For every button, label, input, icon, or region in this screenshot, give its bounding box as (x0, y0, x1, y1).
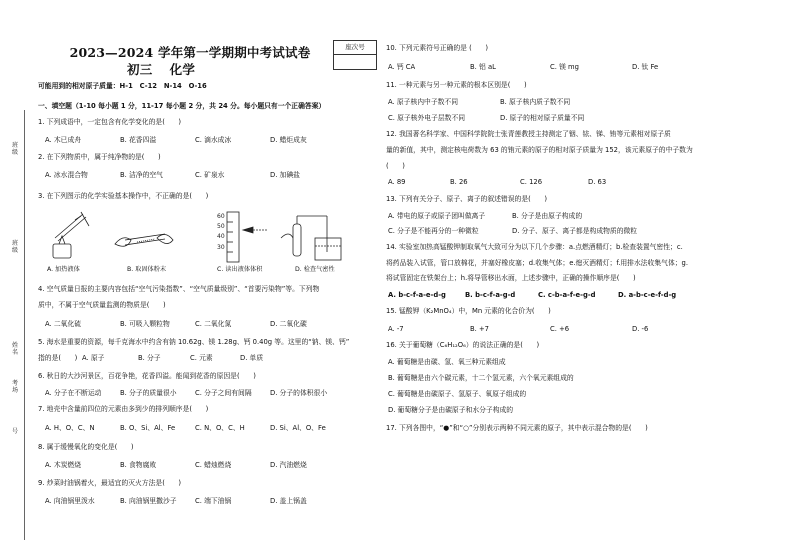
binding-label-number: 号 (12, 428, 19, 435)
q7-option-c: C. N、O、C、H (195, 424, 245, 432)
heating-liquid-figure (53, 212, 89, 258)
airtightness-figure (281, 216, 341, 260)
q1-option-d: D. 蜡炬成灰 (270, 136, 307, 144)
q11-option-a: A. 原子核内中子数不同 (388, 98, 459, 106)
q11-option-c: C. 原子核外电子层数不同 (388, 114, 466, 122)
question-16: 16. 关于葡萄糖（C₆H₁₂O₆）的说法正确的是( ) (386, 341, 540, 349)
binding-label-room: 考场 (12, 380, 19, 394)
q5-option-a: A. 原子 (82, 354, 105, 362)
q4-option-a: A. 二氧化硫 (45, 320, 82, 328)
q12-option-a: A. 89 (388, 178, 406, 186)
q14-option-d: D. a-b-c-e-f-d-g (618, 291, 677, 299)
atomic-mass-note: 可能用到的相对原子质量：H-1 C-12 N-14 O-16 (38, 82, 207, 90)
question-9: 9. 炒菜时油锅着火，最适宜的灭火方法是( ) (38, 479, 182, 487)
q13-option-b: B. 分子是由原子构成的 (512, 212, 583, 220)
svg-text:30: 30 (217, 244, 225, 251)
q3-option-b: B. 取固体粉末 (127, 266, 167, 273)
q12-option-c: C. 126 (520, 178, 543, 186)
question-4-line2: 质中，不属于空气质量监测的物质是( ) (38, 301, 166, 309)
question-14-line2: 将药品装入试管，管口放棉花，并塞好橡皮塞；d.收集气体；e.熄灭酒精灯；f.用排水法收集气体；g. (386, 259, 689, 267)
q15-option-d: D. -6 (632, 325, 649, 333)
question-5-line2: 指的是( ) (38, 354, 78, 362)
q2-option-c: C. 矿泉水 (195, 171, 225, 179)
question-17: 17. 下列各图中，“●”和“○”分别表示两种不同元素的原子，其中表示混合物的是( ) (386, 424, 648, 432)
question-3: 3. 在下列图示的化学实验基本操作中，不正确的是( ) (38, 192, 209, 200)
q13-option-d: D. 分子、原子、离子都是构成物质的微粒 (512, 227, 638, 235)
q3-option-a: A. 加热液体 (47, 266, 80, 273)
q2-option-b: B. 洁净的空气 (120, 171, 163, 179)
q8-option-d: D. 汽油燃烧 (270, 461, 307, 469)
question-13: 13. 下列有关分子、原子、离子的叙述错误的是( ) (386, 195, 548, 203)
solid-powder-figure (115, 234, 173, 246)
q16-option-d: D. 葡萄糖分子是由碳原子和水分子构成的 (388, 406, 514, 414)
q4-option-b: B. 可吸入颗粒物 (120, 320, 170, 328)
binding-line (24, 110, 26, 540)
section-heading: 一、填空题（1-10 每小题 1 分，11-17 每小题 2 分，共 24 分。每小题只有一个正确答案） (38, 102, 326, 110)
question-12-line3: ( ) (386, 162, 405, 170)
question-12: 12. 我国著名科学家、中国科学院院士张青莲教授主持测定了铟、铱、锑、铕等元素相对原子质 (386, 130, 671, 138)
exam-title: 2023—2024 学年第一学期期中考试试卷 (69, 45, 311, 60)
q9-option-b: B. 向油锅里撒沙子 (120, 497, 177, 505)
q8-option-a: A. 木炭燃烧 (45, 461, 82, 469)
q1-option-c: C. 滴水成冰 (195, 136, 232, 144)
question-4: 4. 空气质量日报的主要内容包括“空气污染指数”、“空气质量级别”、“首要污染物”等。下列物 (38, 285, 320, 293)
question-5: 5. 海水是重要的资源，每千克海水中约含有钠 10.62g、镁 1.28g、钙 0.40g 等。这里的“钠、镁、钙” (38, 338, 350, 346)
q7-option-d: D. Si、Al、O、Fe (270, 424, 326, 432)
question-11: 11. 一种元素与另一种元素的根本区别是( ) (386, 81, 527, 89)
binding-margin (8, 110, 30, 540)
question-7: 7. 地壳中含量前四位的元素由多到少的排列顺序是( ) (38, 405, 209, 413)
q14-option-a: A. b-c-f-a-e-d-g (388, 291, 446, 299)
q15-option-c: C. +6 (550, 325, 570, 333)
q3-option-c: C. 读出液体体积 (217, 266, 263, 273)
q7-option-a: A. H、O、C、N (45, 424, 95, 432)
q6-option-a: A. 分子在不断运动 (45, 389, 102, 397)
q10-option-c: C. 镁 mg (550, 63, 579, 71)
seat-number-box (333, 40, 377, 70)
binding-label-name: 姓名 (12, 342, 19, 356)
svg-text:60: 60 (217, 213, 225, 220)
q6-option-c: C. 分子之间有间隔 (195, 389, 252, 397)
svg-text:40: 40 (217, 233, 225, 240)
q9-option-a: A. 向油锅里泼水 (45, 497, 95, 505)
binding-label-class2: 班级 (12, 240, 19, 254)
question-8: 8. 属于缓慢氧化的变化是( ) (38, 443, 134, 451)
q2-option-a: A. 冰水混合物 (45, 171, 88, 179)
q5-option-c: C. 元素 (190, 354, 213, 362)
question-10: 10. 下列元素符号正确的是 ( ) (386, 44, 488, 52)
q4-option-c: C. 二氧化氮 (195, 320, 232, 328)
q8-option-b: B. 食物腐败 (120, 461, 157, 469)
q16-option-c: C. 葡萄糖是由碳原子、氢原子、氧原子组成的 (388, 390, 527, 398)
q6-option-b: B. 分子的质量很小 (120, 389, 177, 397)
q15-option-a: A. -7 (388, 325, 404, 333)
q9-option-c: C. 端下油锅 (195, 497, 232, 505)
q15-option-b: B. +7 (470, 325, 490, 333)
question-2: 2. 在下列物质中，属于纯净物的是( ) (38, 153, 161, 161)
q10-option-a: A. 钙 CA (388, 63, 416, 71)
question-14-line3: 将试管固定在铁架台上；h.将导管移出水面，上述步骤中，正确的操作顺序是( ) (386, 274, 636, 282)
binding-label-class: 班级 (12, 142, 19, 156)
question-12-line2: 量的新值，其中，测定核电荷数为 63 的铕元素的原子的相对原子质量为 152，该元素原子的中子数为 (386, 146, 693, 154)
q8-option-c: C. 蜡烛燃烧 (195, 461, 232, 469)
q4-option-d: D. 二氧化碳 (270, 320, 307, 328)
q12-option-d: D. 63 (588, 178, 607, 186)
q13-option-a: A. 带电的原子或原子团叫做离子 (388, 212, 486, 220)
q5-option-d: D. 单质 (240, 354, 264, 362)
q6-option-d: D. 分子的体积很小 (270, 389, 328, 397)
question-15: 15. 锰酸钾（K₂MnO₄）中，Mn 元素的化合价为( ) (386, 307, 551, 315)
q1-option-b: B. 花香四溢 (120, 136, 157, 144)
q10-option-b: B. 铝 aL (470, 63, 496, 71)
q9-option-d: D. 盖上锅盖 (270, 497, 307, 505)
q11-option-d: D. 原子的相对原子质量不同 (500, 114, 585, 122)
q16-option-b: B. 葡萄糖是由六个碳元素，十二个氢元素，六个氧元素组成的 (388, 374, 574, 382)
question-14: 14. 实验室加热高锰酸钾制取氧气大致可分为以下几个步骤：a.点燃酒精灯；b.检查装置气密性；c. (386, 243, 683, 251)
q3-option-d: D. 检查气密性 (295, 266, 335, 273)
q7-option-b: B. O、Si、Al、Fe (120, 424, 176, 432)
lab-operation-figures (45, 208, 360, 273)
graduated-cylinder-figure (217, 212, 267, 262)
svg-text:50: 50 (217, 223, 225, 230)
q5-option-b: B. 分子 (138, 354, 161, 362)
q1-option-a: A. 木已成舟 (45, 136, 82, 144)
q11-option-b: B. 原子核内质子数不同 (500, 98, 571, 106)
q14-option-c: C. c-b-a-f-e-g-d (538, 291, 596, 299)
exam-subject: 初三 化学 (127, 62, 196, 77)
question-6: 6. 秋日的大沙河景区，百花争艳，花香四溢。能闻到花香的原因是( ) (38, 372, 256, 380)
q16-option-a: A. 葡萄糖是由碳、氢、氧三种元素组成 (388, 358, 506, 366)
q10-option-d: D. 钛 Fe (632, 63, 659, 71)
q14-option-b: B. b-c-f-a-g-d (465, 291, 516, 299)
question-1: 1. 下列成语中，一定包含有化学变化的是( ) (38, 118, 182, 126)
seat-number-label: 座次号 (334, 41, 376, 55)
q13-option-c: C. 分子是不能再分的一种微粒 (388, 227, 479, 235)
q2-option-d: D. 加碘盐 (270, 171, 300, 179)
q12-option-b: B. 26 (450, 178, 468, 186)
